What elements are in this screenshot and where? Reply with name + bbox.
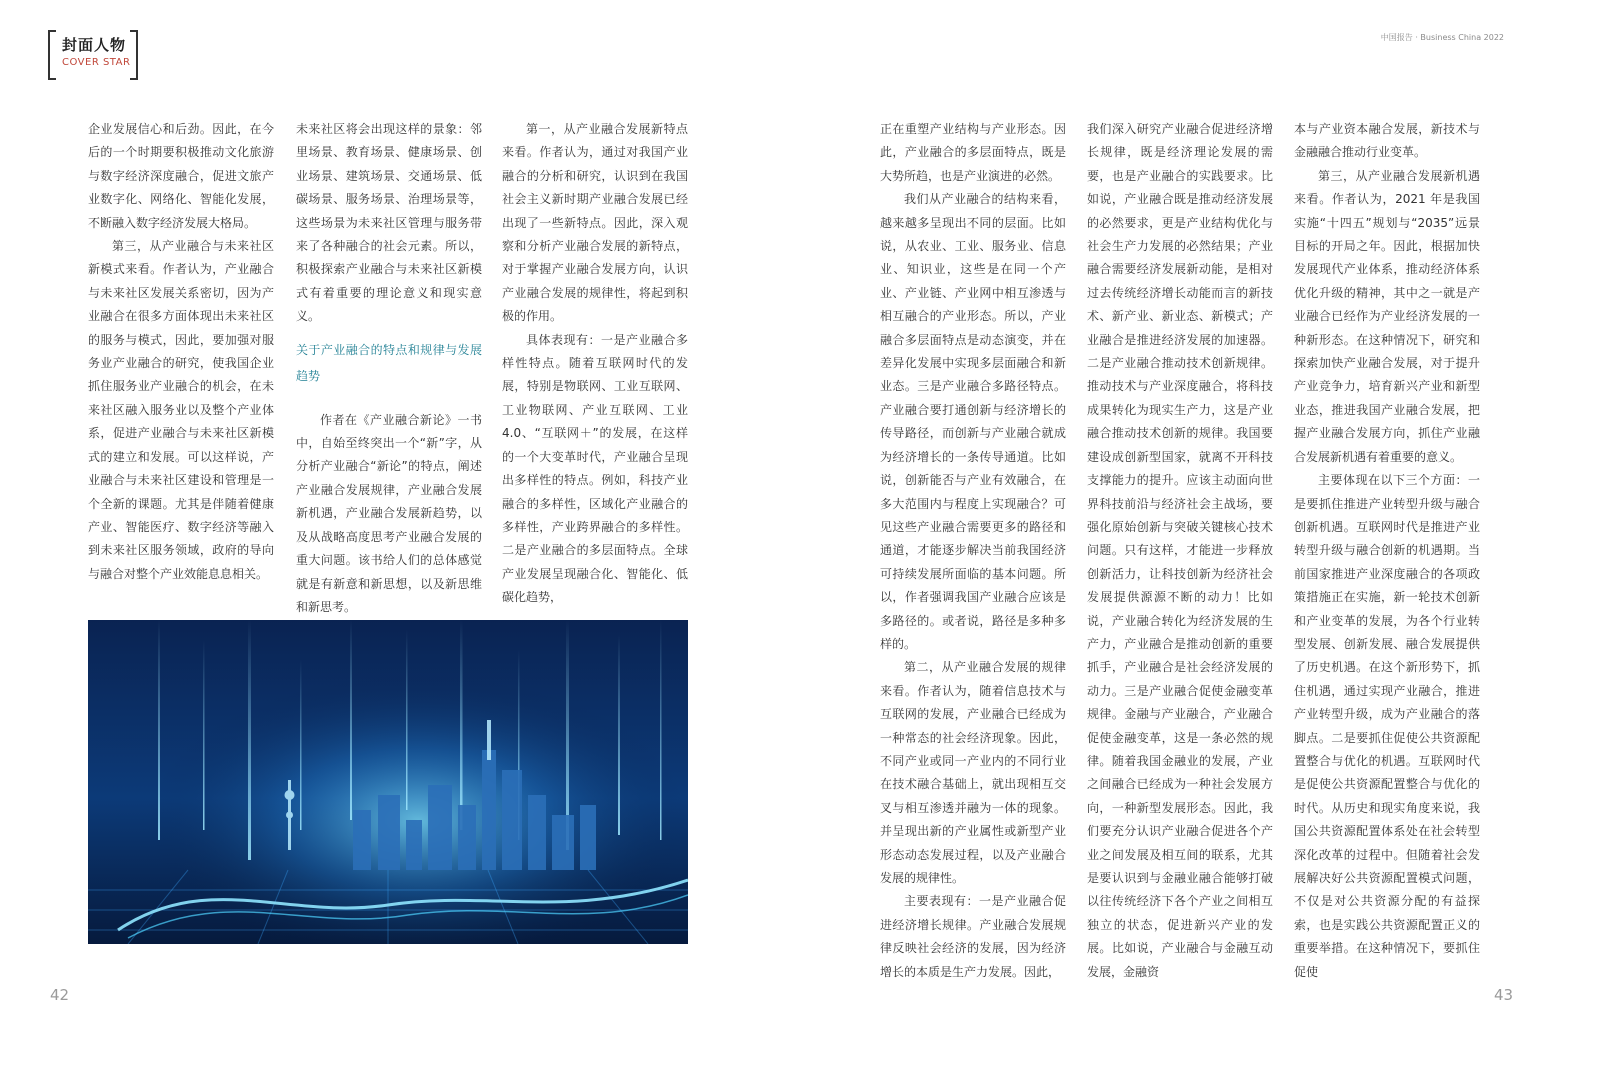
right-page [800, 0, 1600, 1066]
right-column-1 [880, 118, 1066, 984]
futuristic-city-illustration [88, 620, 688, 944]
section-title-en: COVER STAR [62, 57, 131, 68]
paragraph: 第一，从产业融合发展新特点来看。作者认为，通过对我国产业融合的分析和研究，认识到在我国社会主义新时期产业融合发展已经出现了一些新特点。因此，深入观察和分析产业融合发展的新特点，对于掌握产业融合发展方向，认识产业融合发展的规律性，将起到积极的作用。 [502, 122, 688, 324]
paragraph: 正在重塑产业结构与产业形态。因此，产业融合的多层面特点，既是大势所趋，也是产业演进的必然。 [880, 122, 1066, 183]
paragraph: 主要表现有：一是产业融合促进经济增长规律。产业融合发展规律反映社会经济的发展，因为经济增长的本质是生产力发展。因此， [880, 894, 1066, 979]
left-column-2 [296, 118, 482, 619]
paragraph: 本与产业资本融合发展，新技术与金融融合推动行业变革。 [1294, 122, 1480, 160]
page-number-right: 43 [1494, 986, 1514, 1004]
paragraph: 主要体现在以下三个方面：一是要抓住推进产业转型升级与融合创新机遇。互联网时代是推进产业转型升级与融合创新的机遇期。当前国家推进产业深度融合的各项政策措施正在实施，新一轮技术创新和产业变革的发展，为各个行业转型发展、创新发展、融合发展提供了历史机遇。在这个新形势下，抓住机遇，通过实现产业融合，推进产业转型升级，成为产业融合的落脚点。二是要抓住促使公共资源配置整合与优化的机遇。互联网时代是促使公共资源配置整合与优化的时代。从历史和现实角度来说，我国公共资源配置体系处在社会转型深化改革的过程中。但随着社会发展解决好公共资源配置模式问题，不仅是对公共资源分配的有益探索，也是实践公共资源配置正义的重要举措。在这种情况下，要抓住促使 [1294, 473, 1480, 979]
paragraph: 第三，从产业融合发展新机遇来看。作者认为，2021 年是我国实施“十四五”规划与“2035”远景目标的开局之年。因此，根据加快发展现代产业体系，推动经济体系优化升级的精神，其中之一就是产业融合已经作为产业经济发展的一种新形态。在这种情况下，研究和探索加快产业融合发展，对于提升产业竞争力，培育新兴产业和新型业态，推进我国产业融合发展，把握产业融合发展方向，抓住产业融合发展新机遇有着重要的意义。 [1294, 168, 1480, 464]
paragraph: 我们从产业融合的结构来看，越来越多呈现出不同的层面。比如说，从农业、工业、服务业、信息业、知识业，这些是在同一个产业、产业链、产业网中相互渗透与相互融合的产业形态。所以，产业融合多层面特点是动态演变，并在差异化发展中实现多层面融合和新业态。三是产业融合多路径特点。产业融合要打通创新与经济增长的传导路径，而创新与产业融合就成为经济增长的一条传导通道。比如说，创新能否与产业有效融合，在多大范围内与程度上实现融合？可见这些产业融合需要更多的路径和通道，才能逐步解决当前我国经济可持续发展所面临的基本问题。所以，作者强调我国产业融合应该是多路径的。或者说，路径是多种多样的。 [880, 192, 1066, 651]
paragraph: 企业发展信心和后劲。因此，在今后的一个时期要积极推动文化旅游与数字经济深度融合，促进文旅产业数字化、网络化、智能化发展，不断融入数字经济发展大格局。 [88, 122, 274, 230]
section-title-cn: 封面人物 [62, 36, 127, 54]
city-skyline-photo [88, 620, 688, 944]
page-number-left: 42 [50, 986, 70, 1004]
paragraph: 第三，从产业融合与未来社区新模式来看。作者认为，产业融合与未来社区发展关系密切，因为产业融合在很多方面体现出未来社区的服务与模式，因此，要加强对服务业产业融合的研究，使我国企业抓住服务业产业融合的机会，在未来社区融入服务业以及整个产业体系，促进产业融合与未来社区新模式的建立和发展。可以这样说，产业融合与未来社区建设和管理是一个全新的课题。尤其是伴随着健康产业、智能医疗、数字经济等融入到未来社区服务领域，政府的导向与融合对整个产业效能息息相关。 [88, 239, 274, 581]
paragraph: 未来社区将会出现这样的景象：邻里场景、教育场景、健康场景、创业场景、建筑场景、交通场景、低碳场景、服务场景、治理场景等，这些场景为未来社区管理与服务带来了各种融合的社会元素。所以，积极探索产业融合与未来社区新模式有着重要的理论意义和现实意义。 [296, 122, 482, 324]
paragraph: 具体表现有：一是产业融合多样性特点。随着互联网时代的发展，特别是物联网、工业互联网、工业物联网、产业互联网、工业 4.0、“互联网＋”的发展，在这样的一个大变革时代，产业融合呈现出多样性的特点。例如，科技产业融合的多样性，区域化产业融合的多样性，产业跨界融合的多样性。二是产业融合的多层面特点。全球产业发展呈现融合化、智能化、低碳化趋势， [502, 332, 688, 605]
section-subheading: 关于产业融合的特点和规律与发展趋势 [296, 342, 482, 383]
left-column-1 [88, 118, 274, 586]
left-column-3 [502, 118, 688, 610]
paragraph: 第二，从产业融合发展的规律来看。作者认为，随着信息技术与互联网的发展，产业融合已经成为一种常态的社会经济现象。因此，不同产业或同一产业内的不同行业在技术融合基础上，就出现相互交叉与相互渗透并融为一体的现象。并呈现出新的产业属性或新型产业形态动态发展过程，以及产业融合发展的规律性。 [880, 660, 1066, 885]
paragraph: 我们深入研究产业融合促进经济增长规律，既是经济理论发展的需要，也是产业融合的实践要求。比如说，产业融合既是推动经济发展的必然要求，更是产业结构优化与社会生产力发展的必然结果；产业融合需要经济发展新动能，是相对过去传统经济增长动能而言的新技术、新产业、新业态、新模式；产业融合是推进经济发展的加速器。二是产业融合推动技术创新规律。推动技术与产业深度融合，将科技成果转化为现实生产力，这是产业融合推动技术创新的规律。我国要建设成创新型国家，就离不开科技支撑能力的提升。应该主动面向世界科技前沿与经济社会主战场，要强化原始创新与突破关键核心技术问题。只有这样，才能进一步释放创新活力，让科技创新为经济社会发展提供源源不断的动力！比如说，产业融合转化为经济发展的生产力，产业融合是推动创新的重要抓手，产业融合是社会经济发展的动力。三是产业融合促使金融变革规律。金融与产业融合，产业融合促使金融变革，这是一条必然的规律。随着我国金融业的发展，产业之间融合已经成为一种社会发展方向，一种新型发展形态。因此，我们要充分认识产业融合促进各个产业之间发展及相互间的联系，尤其是要认识到与金融业融合能够打破以往传统经济下各个产业之间相互独立的状态，促进新兴产业的发展。比如说，产业融合与金融互动发展，金融资 [1087, 122, 1273, 979]
right-column-3 [1294, 118, 1480, 984]
right-column-2 [1087, 118, 1273, 984]
paragraph: 作者在《产业融合新论》一书中，自始至终突出一个“新”字，从分析产业融合“新论”的特点，阐述产业融合发展规律，产业融合发展新机遇，产业融合发展新趋势，以及从战略高度思考产业融合发展的重大问题。该书给人们的总体感觉就是有新意和新思想，以及新思维和新思考。 [296, 412, 482, 614]
running-header: 中国报告 · Business China 2022 [1380, 33, 1504, 42]
